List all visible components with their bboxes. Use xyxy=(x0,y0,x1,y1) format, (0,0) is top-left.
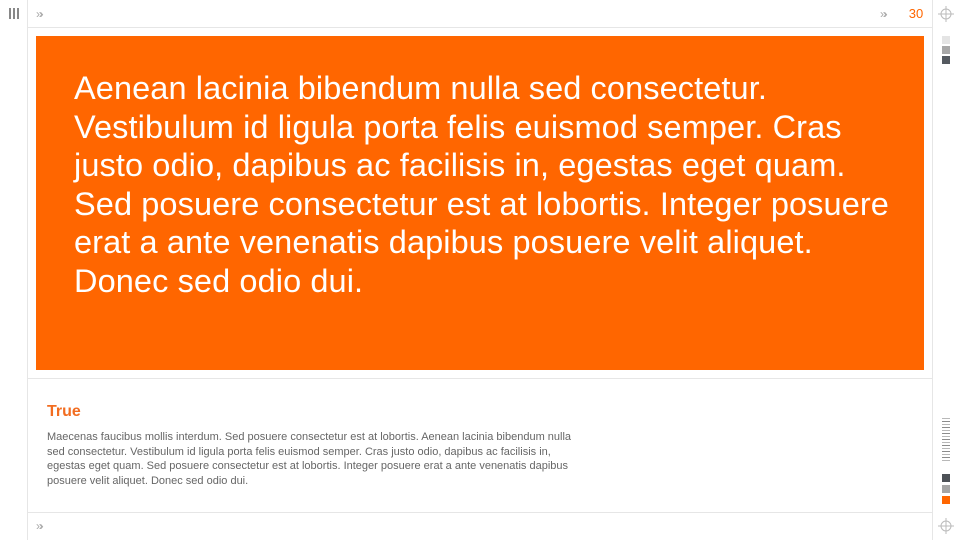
hero-panel xyxy=(36,36,924,370)
color-swatch[interactable] xyxy=(942,46,950,54)
slide-thumbnail-strip[interactable] xyxy=(942,418,950,463)
color-swatch[interactable] xyxy=(942,474,950,482)
top-frame-line xyxy=(27,27,933,28)
middle-frame-line xyxy=(27,378,933,379)
menu-icon[interactable] xyxy=(9,8,19,19)
bottom-frame-line xyxy=(27,512,933,513)
page-number: 30 xyxy=(908,6,924,21)
chevron-double-right-icon[interactable]: »› xyxy=(36,7,41,21)
section-body: Maecenas faucibus mollis interdum. Sed posuere consectetur est at lobortis. Aenean lacinia bibendum nulla sed consectetur. Vestibulum id ligula porta felis euismod semper. Cras justo odio, dapibus ac facilisis in, egestas eget quam. Sed posuere consectetur est at lobortis. Integer posuere erat a ante venenatis dapibus posuere velit aliquet. Donec sed odio dui. xyxy=(47,431,572,487)
color-swatch[interactable] xyxy=(942,485,950,493)
color-swatch[interactable] xyxy=(942,496,950,504)
hero-text: Aenean lacinia bibendum nulla sed consectetur. Vestibulum id ligula porta felis euismod semper. Cras justo odio, dapibus ac facilisis in, egestas eget quam. Sed posuere consectetur est at lobortis. Integer posuere erat a ante venenatis dapibus posuere velit aliquet. Donec sed odio dui. xyxy=(74,70,889,299)
color-swatch[interactable] xyxy=(942,36,950,44)
chevron-double-right-icon[interactable]: »› xyxy=(36,519,41,533)
crosshair-icon[interactable] xyxy=(938,518,954,534)
section-title: True xyxy=(47,403,81,420)
left-frame-line xyxy=(27,0,28,540)
right-frame-line xyxy=(932,0,933,540)
chevron-double-right-icon[interactable]: »› xyxy=(880,7,885,21)
crosshair-icon[interactable] xyxy=(938,6,954,22)
color-swatch[interactable] xyxy=(942,56,950,64)
